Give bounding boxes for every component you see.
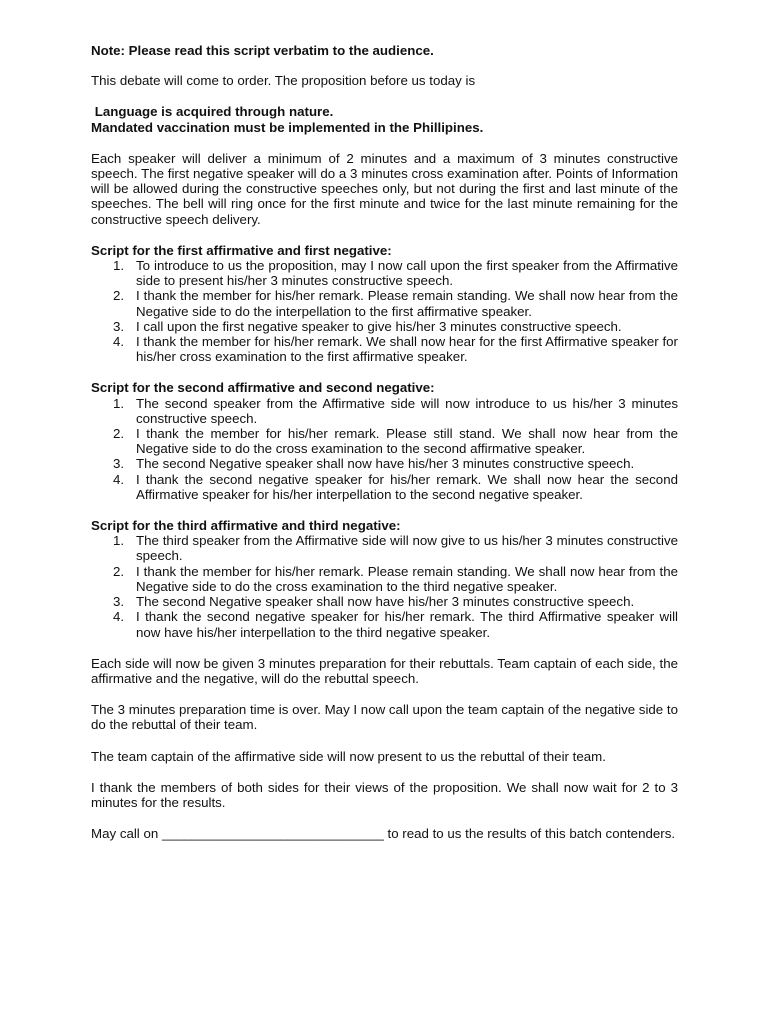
section-3-list <box>91 533 678 639</box>
list-item-text: I thank the member for his/her remark. Please remain standing. We shall now hear from the Negative side to do the cross examination to the third negative speaker. <box>136 563 678 594</box>
list-item <box>91 334 678 364</box>
proposition-2: Mandated vaccination must be implemented in the Phillipines. <box>91 119 484 135</box>
list-item-text: I thank the member for his/her remark. Please remain standing. We shall now hear from the Negative side to do the interpellation to the first affirmative speaker. <box>136 288 678 319</box>
section-3-heading: Script for the third affirmative and third negative: <box>91 518 401 534</box>
list-item-number: 3. <box>113 318 125 334</box>
list-item-number: 4. <box>113 609 125 625</box>
list-item-text: The second Negative speaker shall now have his/her 3 minutes constructive speech. <box>136 456 635 472</box>
list-item <box>91 258 678 288</box>
section-1-heading: Script for the first affirmative and first negative: <box>91 242 392 258</box>
list-item <box>91 396 678 426</box>
list-item-number: 4. <box>113 471 125 487</box>
list-item-text: The third speaker from the Affirmative side will now give to us his/her 3 minutes constructive speech. <box>136 533 678 564</box>
section-2-heading: Script for the second affirmative and second negative: <box>91 380 435 396</box>
list-item-text: I thank the second negative speaker for his/her remark. The third Affirmative speaker will now have his/her interpellation to the third negative speaker. <box>136 609 678 640</box>
note-line: Note: Please read this script verbatim to the audience. <box>91 43 434 58</box>
list-item-text: The second Negative speaker shall now have his/her 3 minutes constructive speech. <box>136 594 635 610</box>
list-item <box>91 319 678 334</box>
proposition-1: Language is acquired through nature. <box>91 104 334 120</box>
results-call-paragraph <box>91 826 678 841</box>
list-item-number: 2. <box>113 426 125 442</box>
list-item-text: To introduce to us the proposition, may I now call upon the first speaker from the Affirmative side to present his/her 3 minutes constructive speech. <box>136 258 678 289</box>
results-call-before: May call on <box>91 826 162 842</box>
list-item-number: 3. <box>113 594 125 610</box>
list-item <box>91 472 678 502</box>
list-item-number: 1. <box>113 395 125 411</box>
section-1-list <box>91 258 678 364</box>
rebuttal-negative-paragraph: The 3 minutes preparation time is over. May I now call upon the team captain of the negative side to do the rebuttal of their team. <box>91 702 678 733</box>
list-item-text: The second speaker from the Affirmative side will now introduce to us his/her 3 minutes constructive speech. <box>136 395 678 426</box>
rebuttal-affirmative-paragraph: The team captain of the affirmative side will now present to us the rebuttal of their team. <box>91 748 606 764</box>
list-item-number: 3. <box>113 456 125 472</box>
closing-paragraph: I thank the members of both sides for their views of the proposition. We shall now wait for 2 to 3 minutes for the results. <box>91 779 678 810</box>
list-item <box>91 426 678 456</box>
list-item-text: I call upon the first negative speaker to give his/her 3 minutes constructive speech. <box>136 318 622 334</box>
list-item-text: I thank the second negative speaker for his/her remark. We shall now hear the second Affirmative speaker for his/her interpellation to the second negative speaker. <box>136 471 678 502</box>
list-item <box>91 288 678 318</box>
list-item <box>91 564 678 594</box>
list-item-number: 2. <box>113 563 125 579</box>
list-item <box>91 456 678 471</box>
list-item-text: I thank the member for his/her remark. We shall now hear for the first Affirmative speaker for his/her cross examination to the first affirmative speaker. <box>136 334 678 365</box>
intro-paragraph: This debate will come to order. The proposition before us today is <box>91 73 476 89</box>
list-item-number: 2. <box>113 288 125 304</box>
results-call-after: to read to us the results of this batch contenders. <box>383 826 676 842</box>
section-2-list <box>91 396 678 502</box>
rebuttal-prep-paragraph: Each side will now be given 3 minutes preparation for their rebuttals. Team captain of each side, the affirmative and the negative, will do the rebuttal speech. <box>91 655 678 686</box>
list-item-number: 1. <box>113 258 125 274</box>
list-item <box>91 609 678 639</box>
list-item-number: 1. <box>113 533 125 549</box>
rules-paragraph: Each speaker will deliver a minimum of 2 minutes and a maximum of 3 minutes constructive speech. The first negative speaker will do a 3 minutes cross examination after. Points of Information will be allowed during the constructive speeches only, but not during the first and last minute of the speeches. The bell will ring once for the first minute and twice for the last minute remaining for the constructive speech delivery. <box>91 150 678 227</box>
list-item-text: I thank the member for his/her remark. Please still stand. We shall now hear from the Negative side to do the cross examination to the second affirmative speaker. <box>136 426 678 457</box>
list-item <box>91 533 678 563</box>
results-name-blank: ______________________________ <box>161 826 384 842</box>
list-item <box>91 594 678 609</box>
list-item-number: 4. <box>113 334 125 350</box>
